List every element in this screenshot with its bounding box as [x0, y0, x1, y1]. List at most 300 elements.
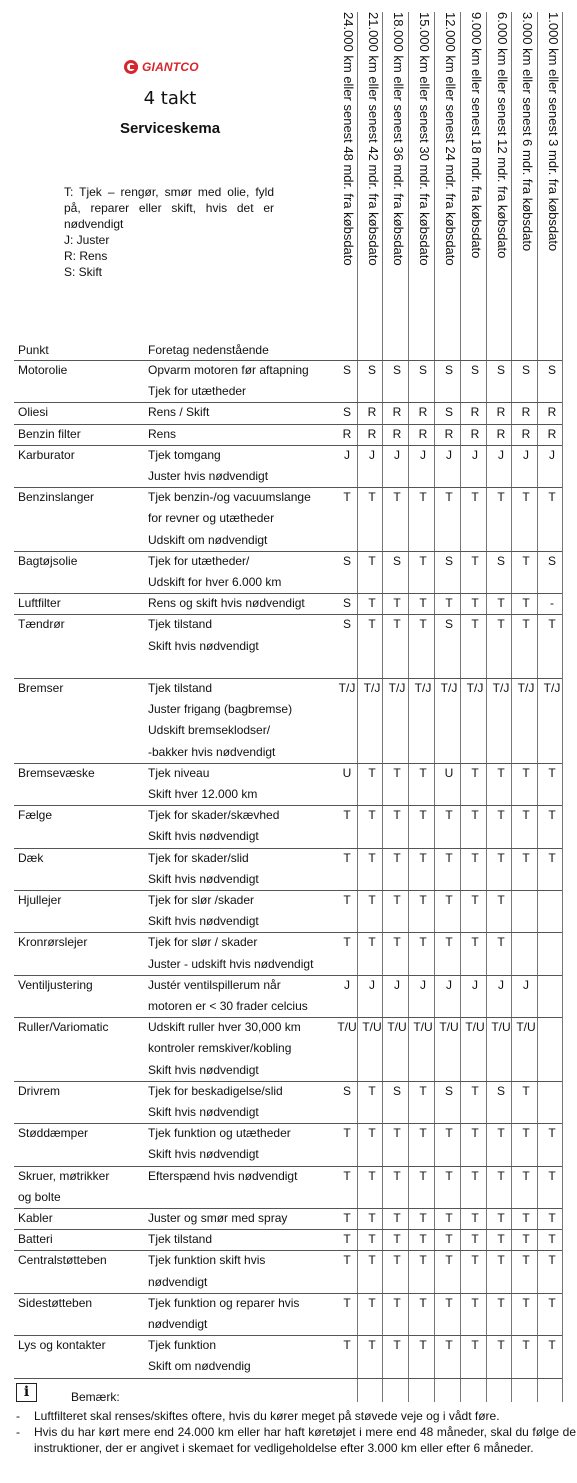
row-code: R: [521, 405, 531, 420]
row-code: J: [523, 447, 529, 462]
row-code: S: [367, 363, 376, 377]
row-punkt: Benzin filter: [18, 426, 81, 441]
row-code: T: [368, 1211, 376, 1225]
row-code: T: [343, 850, 351, 865]
interval-label: 18.000 km eller senest 36 mdr. fra købsdato: [391, 12, 406, 266]
row-code: T: [445, 808, 453, 823]
row-action: Rens og skift hvis nødvendigt: [148, 596, 305, 611]
engine-type: 4 takt: [143, 88, 197, 109]
row-code: T: [522, 1338, 530, 1353]
row-code: S: [521, 363, 530, 377]
row-code: T: [393, 893, 401, 907]
row-code: T: [471, 1083, 479, 1098]
row-code: T: [548, 1295, 556, 1310]
row-action: Skift om nødvendig: [148, 1359, 251, 1374]
row-code: R: [470, 405, 480, 420]
row-code: T: [343, 1232, 351, 1247]
interval-header: [464, 12, 488, 334]
row-code: T: [445, 1253, 453, 1268]
row-code: T: [497, 1338, 505, 1353]
interval-header: [490, 12, 514, 334]
row-code: T: [548, 765, 556, 780]
row-code: T: [522, 765, 530, 780]
row-code: T: [368, 1253, 376, 1268]
row-action: Tjek funktion og utætheder: [148, 1126, 291, 1141]
row-code: J: [344, 977, 350, 992]
row-action: Tjek benzin-/og vacuumslange: [148, 490, 311, 505]
interval-label: 15.000 km eller senest 30 mdr. fra købsdato: [417, 12, 432, 266]
row-code: T: [343, 1211, 351, 1225]
row-code: T/U: [387, 1020, 407, 1035]
row-action: Udskift for hver 6.000 km: [148, 575, 282, 589]
row-code: T: [522, 1253, 530, 1268]
row-code: T/J: [440, 681, 458, 695]
row-code: S: [392, 553, 401, 568]
row-code: T: [343, 1295, 351, 1310]
row-code: T: [497, 1126, 505, 1141]
row-code: T/U: [465, 1020, 485, 1035]
row-code: T: [522, 596, 530, 611]
row-code: T: [368, 1126, 376, 1141]
row-action: Tjek funktion og reparer hvis: [148, 1295, 300, 1310]
row-code: T: [419, 1083, 427, 1098]
row-code: T: [419, 765, 427, 780]
row-action: Justér ventilspillerum når: [148, 977, 281, 992]
row-action: kontroler remskiver/kobling: [148, 1041, 292, 1056]
row-code: R: [418, 405, 428, 420]
row-action: Efterspænd hvis nødvendigt: [148, 1168, 298, 1183]
row-code: T: [548, 490, 556, 505]
row-punkt: Bremser: [18, 681, 64, 695]
row-code: T: [548, 850, 556, 865]
row-code: T: [419, 1295, 427, 1310]
row-code: T: [471, 1338, 479, 1353]
row-code: J: [394, 977, 400, 992]
row-code: U: [342, 765, 352, 780]
row-code: T: [419, 1338, 427, 1353]
interval-label: 1.000 km eller senest 3 mdr. fra købsdato: [546, 12, 561, 252]
row-code: T/J: [543, 681, 561, 695]
row-code: R: [392, 426, 402, 441]
row-code: T: [419, 1168, 427, 1183]
row-code: S: [496, 1083, 505, 1098]
row-punkt: Centralstøtteben: [18, 1253, 107, 1268]
row-code: T: [393, 765, 401, 780]
row-code: T: [497, 1168, 505, 1183]
row-code: T: [497, 1232, 505, 1247]
row-code: T: [497, 935, 505, 950]
row-code: T: [343, 490, 351, 505]
row-action: Juster - udskift hvis nødvendigt: [148, 956, 314, 971]
row-action: Tjek tilstand: [148, 1232, 213, 1247]
row-code: T: [548, 1232, 556, 1247]
row-code: T: [393, 596, 401, 611]
row-code: J: [498, 977, 504, 992]
row-punkt: Motorolie: [18, 363, 68, 377]
legend-item: J: Juster: [64, 233, 110, 247]
row-action: Skift hvis nødvendigt: [148, 829, 259, 844]
row-code: T: [548, 1253, 556, 1268]
row-code: S: [392, 1083, 401, 1098]
row-punkt: Kronrørslejer: [18, 935, 88, 950]
row-code: T: [497, 850, 505, 865]
row-action: Tjek for utætheder: [148, 384, 247, 399]
row-code: T: [368, 553, 376, 568]
interval-label: 9.000 km eller senest 18 mdr. fra købsdato: [469, 12, 484, 259]
row-code: R: [392, 405, 402, 420]
row-code: S: [547, 553, 556, 568]
row-code: T: [471, 808, 479, 823]
row-code: T/J: [466, 681, 484, 695]
row-code: T: [368, 617, 376, 632]
row-action: Juster hvis nødvendigt: [148, 469, 269, 483]
row-code: J: [446, 977, 452, 992]
row-code: T: [497, 1253, 505, 1268]
row-code: S: [342, 596, 351, 611]
row-action: Skift hvis nødvendigt: [148, 1062, 259, 1077]
row-code: T: [393, 1253, 401, 1268]
row-code: T: [471, 935, 479, 950]
row-divider: [14, 1378, 562, 1379]
row-action: Skift hver 12.000 km: [148, 787, 258, 801]
row-punkt: Drivrem: [18, 1083, 60, 1098]
row-action: Juster frigang (bagbremse): [148, 702, 293, 717]
row-code: J: [446, 447, 452, 462]
row-action: Opvarm motoren før aftapning: [148, 363, 309, 377]
row-code: T: [368, 1295, 376, 1310]
row-code: T: [393, 490, 401, 505]
row-code: R: [496, 426, 506, 441]
row-action: Skift hvis nødvendigt: [148, 1105, 259, 1119]
row-code: T: [419, 490, 427, 505]
row-code: S: [444, 553, 453, 568]
row-code: T/U: [413, 1020, 433, 1035]
row-code: T: [445, 1232, 453, 1247]
row-code: T: [368, 850, 376, 865]
row-punkt: Batteri: [18, 1232, 53, 1247]
info-icon: i: [16, 1383, 37, 1402]
row-punkt: og bolte: [18, 1189, 61, 1204]
row-code: T: [548, 1168, 556, 1183]
legend-item: S: Skift: [64, 265, 103, 279]
row-code: T: [522, 850, 530, 865]
row-code: S: [547, 363, 556, 377]
row-action: Rens / Skift: [148, 405, 210, 420]
row-action: nødvendigt: [148, 1274, 208, 1289]
row-punkt: Bagtøjsolie: [18, 553, 78, 568]
row-code: T: [393, 808, 401, 823]
row-action: Udskift bremseklodser/: [148, 723, 271, 738]
interval-header: [438, 12, 462, 334]
row-code: T: [368, 765, 376, 780]
row-code: T: [419, 935, 427, 950]
row-action: Skift hvis nødvendigt: [148, 638, 259, 653]
row-code: T: [445, 1211, 453, 1225]
row-code: J: [394, 447, 400, 462]
brand-name: GIANTCO: [142, 60, 199, 74]
row-code: J: [369, 977, 375, 992]
row-action: Udskift ruller hver 30,000 km: [148, 1020, 301, 1035]
row-punkt: Dæk: [18, 850, 44, 865]
row-code: T: [445, 596, 453, 611]
row-code: T: [343, 1253, 351, 1268]
row-code: T/U: [439, 1020, 459, 1035]
row-code: T/U: [362, 1020, 382, 1035]
row-code: T: [497, 490, 505, 505]
row-code: T: [471, 490, 479, 505]
row-punkt: Ventiljustering: [18, 977, 93, 992]
row-code: T: [419, 596, 427, 611]
row-code: T: [419, 893, 427, 907]
row-code: R: [547, 426, 557, 441]
row-code: T: [343, 1338, 351, 1353]
row-code: R: [342, 426, 352, 441]
row-punkt: Støddæmper: [18, 1126, 89, 1141]
row-code: T: [471, 1168, 479, 1183]
row-code: T: [393, 1295, 401, 1310]
row-code: T: [548, 1211, 556, 1225]
row-code: T: [343, 1168, 351, 1183]
row-code: T: [497, 808, 505, 823]
row-action: Tjek tomgang: [148, 447, 221, 462]
row-code: T: [445, 850, 453, 865]
row-code: T: [343, 1126, 351, 1141]
row-code: T: [471, 765, 479, 780]
row-action: Tjek for beskadigelse/slid: [148, 1083, 283, 1098]
row-code: T: [471, 850, 479, 865]
row-code: R: [496, 405, 506, 420]
row-code: T: [393, 1232, 401, 1247]
row-action: -bakker hvis nødvendigt: [148, 744, 276, 759]
row-punkt: Ruller/Variomatic: [18, 1020, 109, 1035]
legend: [64, 184, 274, 280]
row-code: R: [367, 405, 377, 420]
row-code: T: [343, 893, 351, 907]
row-code: S: [444, 617, 453, 632]
row-code: T: [393, 617, 401, 632]
row-code: J: [523, 977, 529, 992]
row-action: Juster og smør med spray: [148, 1211, 288, 1225]
row-code: S: [444, 1083, 453, 1098]
row-code: J: [420, 977, 426, 992]
row-code: T: [393, 1211, 401, 1225]
row-code: T: [522, 1083, 530, 1098]
row-code: T: [393, 935, 401, 950]
row-code: T: [445, 935, 453, 950]
row-code: T: [471, 553, 479, 568]
row-action: Tjek for slør / skader: [148, 935, 258, 950]
row-code: T: [497, 893, 505, 907]
row-code: S: [444, 405, 453, 420]
row-code: T: [471, 596, 479, 611]
row-code: T: [368, 1338, 376, 1353]
row-code: S: [342, 1083, 351, 1098]
row-code: T: [368, 893, 376, 907]
row-code: S: [342, 617, 351, 632]
row-code: T: [471, 617, 479, 632]
interval-header: [386, 12, 410, 334]
row-code: T/U: [337, 1020, 357, 1035]
row-action: Tjek for utætheder/: [148, 553, 250, 568]
row-punkt: Oliesi: [18, 405, 49, 420]
row-code: T: [522, 808, 530, 823]
row-punkt: Lys og kontakter: [18, 1338, 106, 1353]
row-action: motoren er < 30 frader celcius: [148, 999, 308, 1013]
row-action: for revner og utætheder: [148, 511, 275, 526]
row-punkt: Luftfilter: [18, 596, 61, 611]
row-code: T: [445, 1126, 453, 1141]
row-punkt: Skruer, møtrikker: [18, 1168, 110, 1183]
row-action: Tjek tilstand: [148, 617, 213, 632]
interval-header: [412, 12, 436, 334]
row-code: J: [472, 447, 478, 462]
row-code: T: [368, 1232, 376, 1247]
row-code: T: [445, 1295, 453, 1310]
row-code: R: [521, 426, 531, 441]
row-code: T: [445, 490, 453, 505]
row-code: R: [418, 426, 428, 441]
row-code: T: [522, 553, 530, 568]
interval-header: [361, 12, 385, 334]
row-code: J: [472, 977, 478, 992]
row-code: T: [393, 1126, 401, 1141]
row-code: T: [445, 1338, 453, 1353]
legend-item: R: Rens: [64, 249, 108, 263]
row-action: Tjek for skader/skævhed: [148, 808, 280, 823]
brand-logo: [124, 60, 199, 74]
row-code: T/U: [516, 1020, 536, 1035]
row-code: J: [498, 447, 504, 462]
row-code: J: [344, 447, 350, 462]
row-code: T: [548, 808, 556, 823]
row-code: T: [471, 1126, 479, 1141]
row-code: U: [444, 765, 454, 780]
row-code: T: [368, 935, 376, 950]
row-code: T/J: [414, 681, 432, 695]
row-code: T: [471, 1295, 479, 1310]
row-code: J: [420, 447, 426, 462]
row-code: T/J: [492, 681, 510, 695]
row-code: T: [393, 850, 401, 865]
row-code: T: [419, 553, 427, 568]
interval-header: [541, 12, 565, 334]
row-code: T/J: [388, 681, 406, 695]
row-code: T: [497, 596, 505, 611]
row-code: T: [419, 850, 427, 865]
row-code: T/J: [517, 681, 535, 695]
row-code: T: [419, 617, 427, 632]
row-code: T: [368, 1168, 376, 1183]
header-punkt: Punkt: [18, 343, 49, 357]
row-action: Skift hvis nødvendigt: [148, 871, 259, 886]
interval-label: 12.000 km eller senest 24 mdr. fra købsdato: [443, 12, 458, 266]
row-code: T: [368, 596, 376, 611]
header-foretag: Foretag nedenstående: [148, 343, 269, 357]
row-code: S: [342, 553, 351, 568]
row-code: T: [419, 808, 427, 823]
page-title: Serviceskema: [119, 120, 221, 137]
interval-header: [515, 12, 539, 334]
row-action: Tjek for skader/slid: [148, 850, 249, 865]
row-code: T: [368, 490, 376, 505]
row-punkt: Fælge: [18, 808, 53, 823]
row-code: S: [470, 363, 479, 377]
row-code: T: [343, 935, 351, 950]
row-code: T/J: [338, 681, 356, 695]
row-code: T: [419, 1211, 427, 1225]
row-action: Skift hvis nødvendigt: [148, 1147, 259, 1162]
row-action: Tjek funktion skift hvis: [148, 1253, 266, 1268]
row-code: T: [548, 1338, 556, 1353]
row-code: T: [445, 1168, 453, 1183]
row-code: T: [471, 1253, 479, 1268]
row-code: T: [471, 893, 479, 907]
row-code: T: [497, 1211, 505, 1225]
row-code: T: [497, 765, 505, 780]
row-code: S: [342, 405, 351, 420]
legend-item: T: Tjek – rengør, smør med olie, fyld på, reparer eller skift, hvis det er nødvendigt: [64, 185, 274, 231]
row-punkt: Benzinslanger: [18, 490, 95, 505]
row-action: Skift hvis nødvendigt: [148, 914, 259, 929]
row-action: Rens: [148, 426, 177, 441]
row-code: T: [419, 1232, 427, 1247]
row-punkt: Kabler: [18, 1211, 53, 1225]
row-code: T: [548, 1126, 556, 1141]
row-code: T: [522, 1126, 530, 1141]
row-code: -: [550, 596, 554, 611]
row-code: R: [367, 426, 377, 441]
row-punkt: Karburator: [18, 447, 75, 462]
interval-header: [336, 12, 360, 334]
row-code: T: [497, 617, 505, 632]
note-title: Bemærk:: [71, 1390, 120, 1404]
row-code: T: [343, 808, 351, 823]
row-code: T: [393, 1168, 401, 1183]
row-code: T: [419, 1126, 427, 1141]
giantco-logo-icon: [124, 60, 138, 74]
row-code: S: [392, 363, 401, 377]
row-punkt: Tændrør: [18, 617, 65, 632]
row-punkt: Bremsevæske: [18, 765, 95, 780]
interval-label: 21.000 km eller senest 42 mdr. fra købsdato: [366, 12, 381, 266]
row-code: T: [419, 1253, 427, 1268]
row-code: T: [445, 893, 453, 907]
row-code: T/J: [363, 681, 381, 695]
row-code: T: [522, 1168, 530, 1183]
row-code: T: [548, 617, 556, 632]
row-code: T: [471, 1232, 479, 1247]
row-code: J: [549, 447, 555, 462]
row-code: J: [369, 447, 375, 462]
row-action: Tjek funktion: [148, 1338, 217, 1353]
row-code: T/U: [491, 1020, 511, 1035]
row-code: S: [418, 363, 427, 377]
row-code: R: [470, 426, 480, 441]
row-code: R: [547, 405, 557, 420]
row-code: S: [496, 553, 505, 568]
row-punkt: Sidestøtteben: [18, 1295, 93, 1310]
row-code: T: [368, 808, 376, 823]
row-code: S: [496, 363, 505, 377]
interval-label: 6.000 km eller senest 12 mdr. fra købsdato: [495, 12, 510, 259]
row-code: T: [393, 1338, 401, 1353]
row-action: Tjek tilstand: [148, 681, 213, 695]
row-code: S: [342, 363, 351, 377]
row-code: T: [471, 1211, 479, 1225]
row-code: T: [522, 617, 530, 632]
row-action: nødvendigt: [148, 1317, 208, 1331]
row-code: T: [522, 490, 530, 505]
